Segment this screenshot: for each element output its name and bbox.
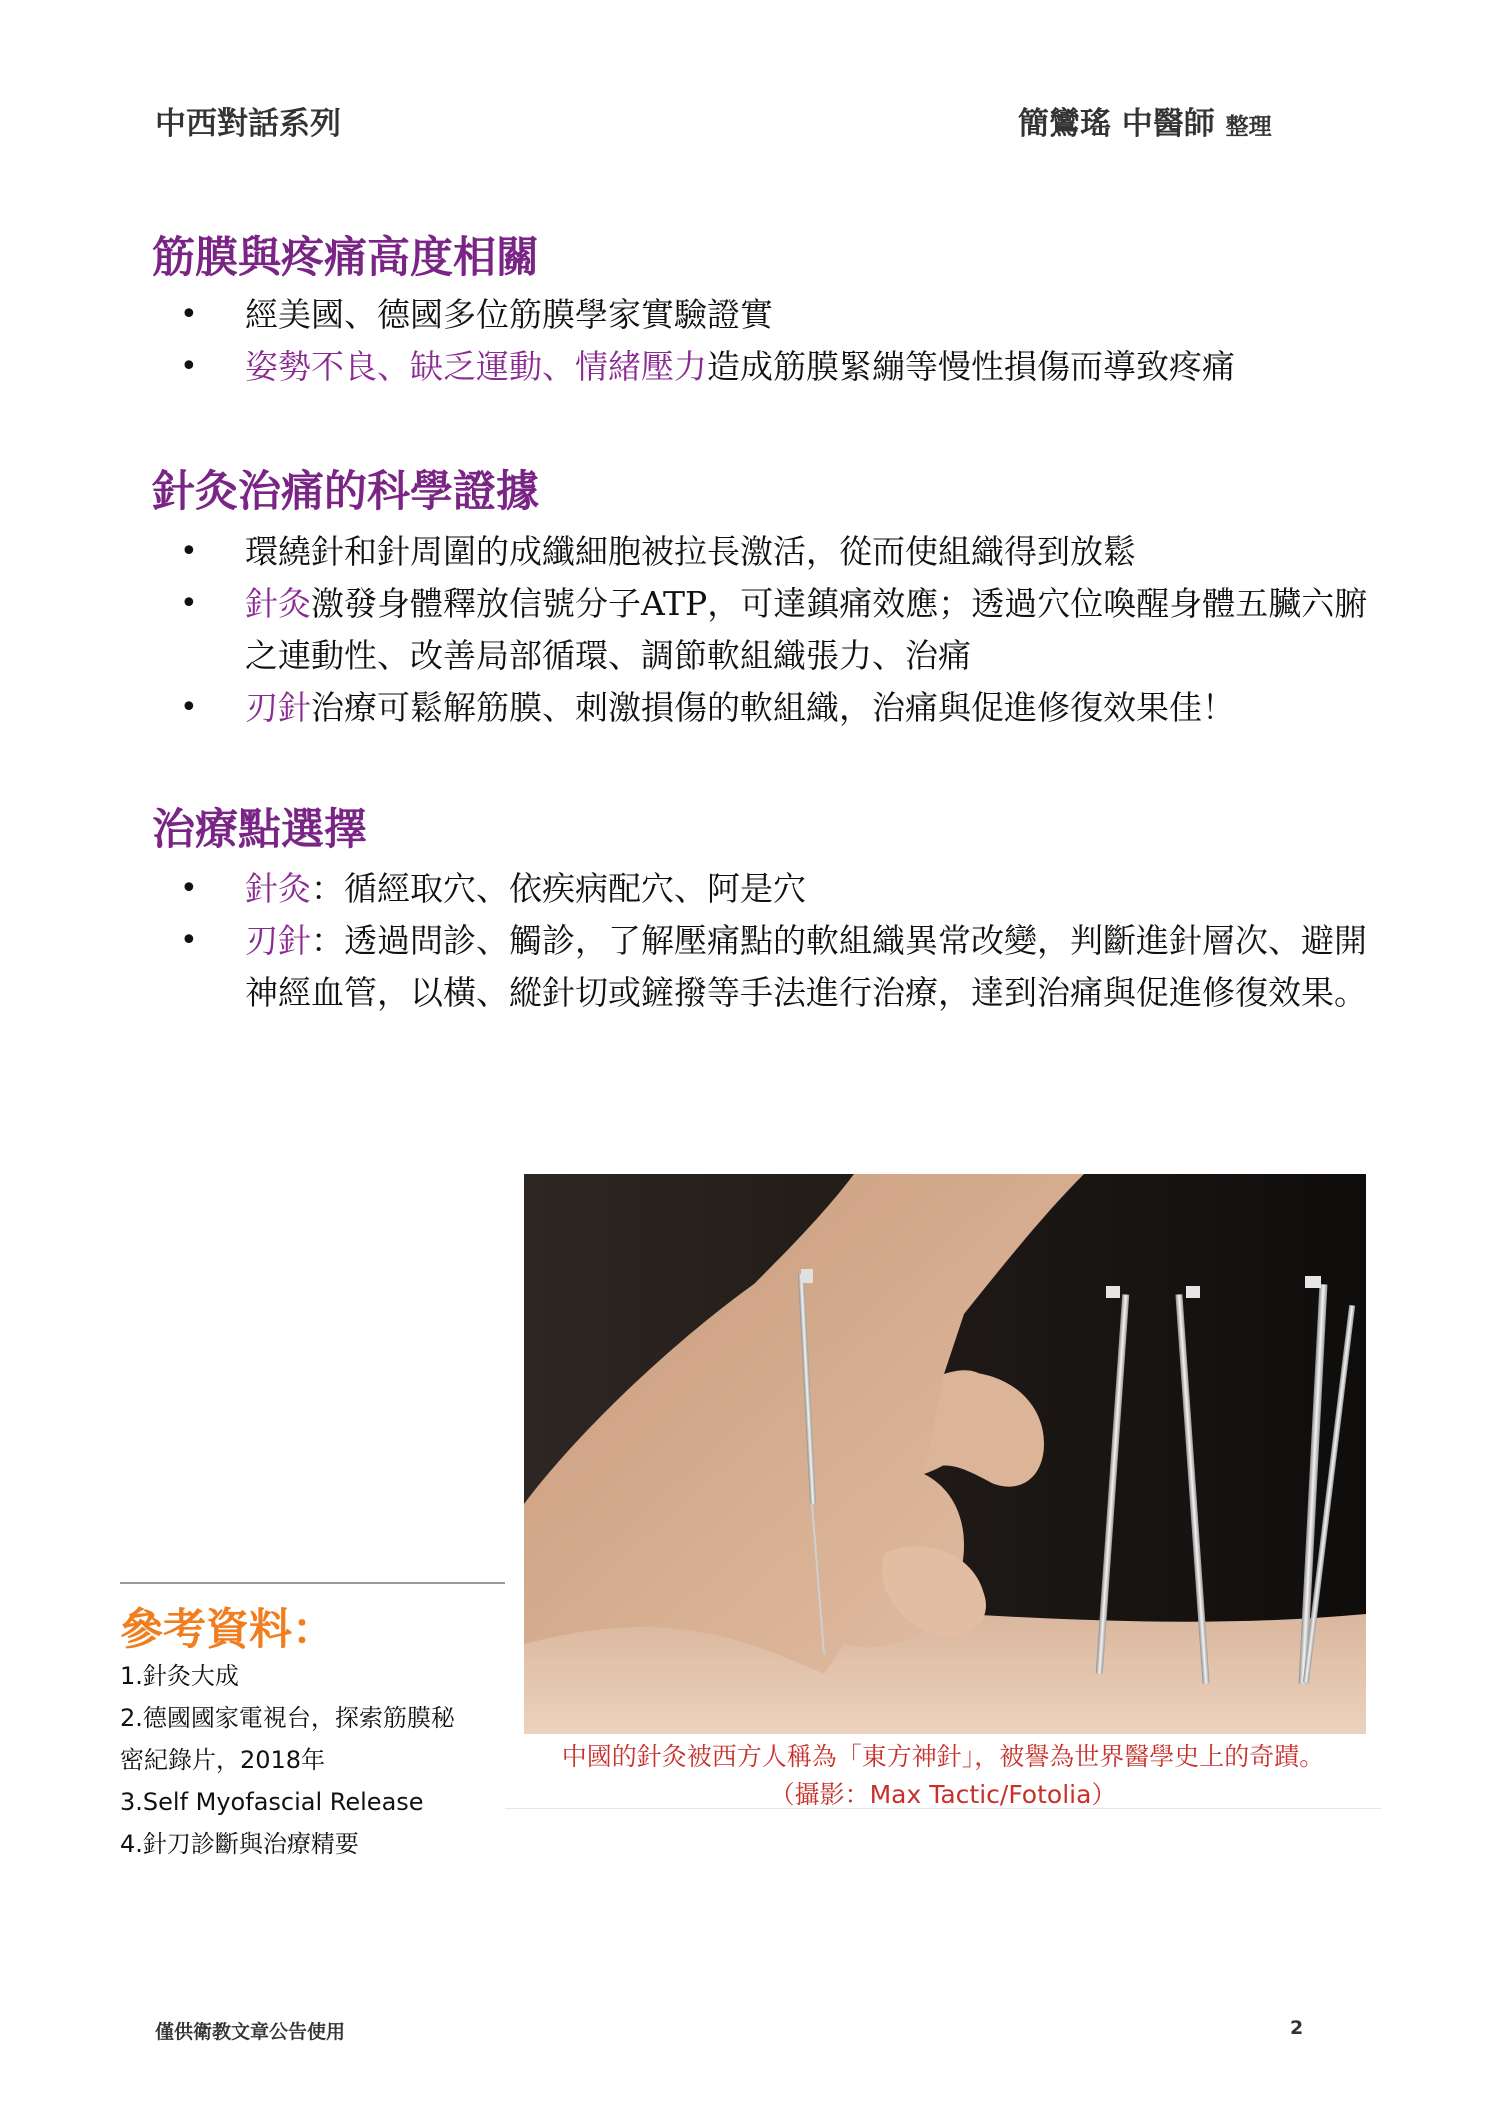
references-divider (120, 1582, 505, 1584)
list-item (180, 915, 1390, 1019)
list-item (180, 341, 1390, 393)
section-title-fascia-pain: 筋膜與疼痛高度相關 (152, 233, 539, 283)
acupuncture-evidence-bullets (180, 526, 1390, 734)
acupuncture-photo (524, 1174, 1366, 1734)
bullet-text: 經美國、德國多位筋膜學家實驗證實 (245, 295, 773, 334)
reference-item: 密紀錄片，2018年 (120, 1746, 326, 1774)
author-credit (1018, 98, 1272, 143)
bullet-highlight: 刃針 (245, 688, 311, 727)
caption-divider (505, 1808, 1381, 1809)
section-title-acupuncture-evidence: 針灸治痛的科學證據 (152, 467, 539, 517)
reference-item: 2.德國國家電視台，探索筋膜秘 (120, 1704, 455, 1732)
bullet-text: 治療可鬆解筋膜、刺激損傷的軟組織，治痛與促進修復效果佳！ (311, 688, 1235, 727)
bullet-text: 激發身體釋放信號分子ATP，可達鎮痛效應；透過穴位喚醒身體五臟六腑之連動性、改善局部循環、調節軟組織張力、治痛 (245, 584, 1368, 675)
bullet-text: ：透過問診、觸診，了解壓痛點的軟組織異常改變，判斷進針層次、避開神經血管，以橫、縱針切或鏟撥等手法進行治療，達到治痛與促進修復效果。 (245, 921, 1367, 1012)
reference-item: 3.Self Myofascial Release (120, 1788, 424, 1816)
footer-note: 僅供衛教文章公告使用 (155, 2021, 346, 2043)
bullet-highlight: 刃針 (245, 921, 311, 960)
bullet-text: ：循經取穴、依疾病配穴、阿是穴 (311, 869, 806, 908)
references-list (120, 1655, 500, 1865)
page-number: 2 (1290, 2017, 1304, 2039)
treatment-points-bullets (180, 863, 1390, 1019)
bullet-text: 造成筋膜緊繃等慢性損傷而導致疼痛 (707, 347, 1235, 386)
list-item (180, 578, 1390, 682)
bullet-text: 環繞針和針周圍的成纖細胞被拉長激活，從而使組織得到放鬆 (245, 532, 1136, 571)
bullet-highlight: 針灸 (245, 869, 311, 908)
list-item (180, 526, 1390, 578)
series-title: 中西對話系列 (155, 106, 341, 142)
caption-line-1: 中國的針灸被西方人稱為「東方神針」，被譽為世界醫學史上的奇蹟。 (561, 1742, 1325, 1771)
list-item (180, 289, 1390, 341)
bullet-highlight: 姿勢不良、缺乏運動、情緒壓力 (245, 347, 707, 386)
reference-item: 1.針灸大成 (120, 1662, 239, 1690)
list-item (180, 863, 1390, 915)
list-item (180, 682, 1390, 734)
fascia-pain-bullets (180, 289, 1390, 393)
section-title-treatment-points: 治療點選擇 (152, 805, 367, 855)
reference-item: 4.針刀診斷與治療精要 (120, 1830, 359, 1858)
caption-line-2: （攝影：Max Tactic/Fotolia） (769, 1780, 1117, 1809)
author-name: 簡鸞瑤 中醫師 (1018, 106, 1215, 142)
bullet-highlight: 針灸 (245, 584, 311, 623)
photo-caption (505, 1738, 1381, 1814)
author-suffix: 整理 (1225, 114, 1272, 140)
references-title: 參考資料： (120, 1605, 335, 1655)
